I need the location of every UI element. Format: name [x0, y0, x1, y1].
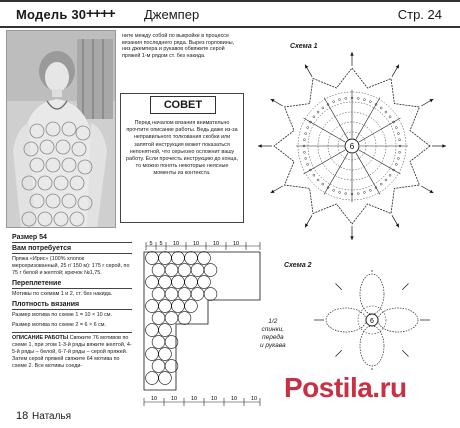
scheme-1-stitch-mark [307, 127, 309, 129]
layout-motif [178, 312, 191, 325]
layout-caption-line-4: и рукава [260, 342, 286, 349]
layout-motif [152, 264, 165, 277]
layout-motif [165, 312, 178, 325]
layout-motif [185, 276, 198, 289]
scheme-1-stitch-mark [317, 179, 319, 181]
layout-bottom-dimension-label: 10 [150, 396, 158, 402]
layout-motif [152, 288, 165, 301]
scheme-2-label: Схема 2 [284, 262, 312, 269]
stitch-text: Мотивы по схемам 1 и 2, ст. без накида. [12, 291, 113, 297]
scheme-1-label: Схема 1 [290, 43, 318, 50]
scheme-2-petal [360, 274, 384, 314]
layout-motif [146, 276, 159, 289]
density-text-2: Размер мотива по схеме 2 = 6 × 6 см. [12, 322, 107, 328]
layout-motif [159, 324, 172, 337]
scheme-1-stitch-mark [313, 116, 315, 118]
page-number: Стр. 24 [397, 7, 442, 22]
tip-title: СОВЕТ [150, 96, 216, 114]
scheme-1-stitch-mark [385, 179, 387, 181]
scheme-1-stitch-mark [363, 191, 365, 193]
layout-bottom-dimension-label: 10 [230, 396, 238, 402]
layout-motif [146, 348, 159, 361]
layout-motif [159, 300, 172, 313]
divider [12, 332, 132, 333]
layout-motif [146, 252, 159, 265]
scheme-1-stitch-mark [385, 111, 387, 113]
scheme-1-stitch-mark [313, 174, 315, 176]
motif-layout-diagram [140, 240, 266, 410]
scheme-1-stitch-mark [397, 133, 399, 135]
layout-motif [165, 264, 178, 277]
scheme-2-diagram [284, 268, 456, 372]
work-description-heading: ОПИСАНИЕ РАБОТЫ [12, 335, 69, 341]
scheme-1-arrow-head [258, 144, 262, 147]
scheme-1-stitch-mark [345, 97, 347, 99]
scheme-1-stitch-mark [380, 107, 382, 109]
scheme-1-stitch-mark [389, 116, 391, 118]
scheme-1-stitch-mark [369, 189, 371, 191]
scheme-2-petal [378, 308, 418, 332]
stitch-heading: Переплетение [12, 280, 132, 289]
scheme-1-stitch-mark [322, 107, 324, 109]
layout-motif [178, 288, 191, 301]
scheme-2-center-number: 6 [370, 318, 374, 325]
layout-top-dimension-label: 10 [232, 241, 240, 247]
scheme-1-stitch-mark [397, 157, 399, 159]
scheme-2-arrow [402, 350, 408, 356]
model-photo [6, 30, 116, 228]
scheme-1-stitch-mark [307, 163, 309, 165]
scheme-2-arrow [335, 283, 341, 289]
layout-motif [159, 276, 172, 289]
layout-top-dimension-label: 10 [212, 241, 220, 247]
scheme-1-stitch-mark [317, 111, 319, 113]
layout-caption-line-3: переда [262, 334, 284, 341]
materials-text: Пряжа «Ирис» (100% хлопок мерсеризованный, 25 г/ 150 м): 175 г серой, по 75 г белой и желтой; крючок №1,75. [12, 256, 130, 276]
scheme-1-stitch-mark [339, 99, 341, 101]
layout-motif [146, 300, 159, 313]
model-label: Модель 30 [16, 7, 87, 22]
model-photo-drawing [7, 31, 116, 228]
scheme-1-stitch-mark [333, 189, 335, 191]
scheme-1-stitch-mark [395, 127, 397, 129]
layout-motif [198, 252, 211, 265]
layout-top-dimension-label: 10 [192, 241, 200, 247]
layout-motif [146, 324, 159, 337]
layout-motif [178, 264, 191, 277]
scheme-1-stitch-mark [399, 139, 401, 141]
materials-column [12, 232, 132, 373]
scheme-1-stitch-mark [345, 193, 347, 195]
layout-motif [198, 276, 211, 289]
scheme-2-petal [360, 326, 384, 366]
scheme-1-stitch-mark [399, 151, 401, 153]
footer-page-number: 18 [16, 410, 29, 422]
scheme-2-arrow [335, 350, 341, 356]
materials-heading: Вам потребуется [12, 245, 132, 254]
layout-caption-line-2: спинки, [261, 326, 285, 333]
layout-bottom-dimension-label: 10 [210, 396, 218, 402]
layout-motif [204, 288, 217, 301]
instructions-continued: ните между собой по выкройке в процессе вязания последнего ряда. Вырез горловины, низ джемпера и рукавов обвяжите серой пряжей 1-м рядом ст. без накида. [122, 33, 235, 59]
work-description [12, 335, 132, 370]
layout-top-dimension-label: 5 [159, 241, 163, 247]
scheme-1-stitch-mark [303, 139, 305, 141]
layout-top-dimension-label: 5 [149, 241, 153, 247]
scheme-1-stitch-mark [305, 133, 307, 135]
density-heading: Плотность вязания [12, 301, 132, 310]
layout-motif [152, 336, 165, 349]
scheme-1-stitch-mark [322, 183, 324, 185]
density-text-1: Размер мотива по схеме 1 = 10 × 10 см. [12, 312, 113, 318]
layout-motif [185, 300, 198, 313]
scheme-2-petal [326, 308, 366, 332]
layout-motif [185, 252, 198, 265]
difficulty-crosses: ++++ [86, 5, 115, 21]
scheme-1-arrow-head [350, 236, 353, 240]
layout-caption-line-1: 1/2 [268, 318, 278, 325]
layout-top-dimension-label: 10 [172, 241, 180, 247]
scheme-1-stitch-mark [369, 101, 371, 103]
scheme-1-stitch-mark [395, 163, 397, 165]
layout-motif [165, 288, 178, 301]
postila-watermark: Postila.ru [284, 372, 407, 403]
layout-motif [191, 264, 204, 277]
layout-bottom-dimension-label: 10 [250, 396, 258, 402]
scheme-1-stitch-mark [333, 101, 335, 103]
layout-motif [172, 252, 185, 265]
layout-motif [152, 312, 165, 325]
scheme-1-stitch-mark [389, 174, 391, 176]
work-description-text: Свяжите 76 мотивов по схеме 1, при этом 1-3-й ряды вяжите желтой, 4-5-й ряды – белой, 6-7-й ряды – серой пряжей. Затем серой пряжей свяжите 64 мотива по схеме 2. Все мотивы соеди- [12, 335, 132, 369]
page-title: Джемпер [144, 7, 200, 22]
layout-motif [172, 300, 185, 313]
layout-motif [204, 264, 217, 277]
layout-motif [146, 372, 159, 385]
page-header [0, 0, 460, 28]
scheme-1-diagram [252, 48, 452, 252]
scheme-2-arrow [402, 283, 408, 289]
layout-motif [159, 252, 172, 265]
scheme-1-arrow-head [442, 144, 446, 147]
scheme-1-stitch-mark [380, 183, 382, 185]
scheme-1-stitch-mark [339, 191, 341, 193]
scheme-1-stitch-mark [357, 97, 359, 99]
tip-text: Перед началом вязания внимательно прочтите описание работы. Ведь даже из-за неправильного толкования скобки или запятой инструкция может показаться непонятной, что серьезно осложнит вашу работу. Если прочесть инструкцию до конца, то можно понять некоторые неясные моменты из контекста. [126, 120, 239, 177]
scheme-1-center-number: 6 [349, 142, 355, 151]
scheme-1-stitch-mark [305, 157, 307, 159]
scheme-1-stitch-mark [363, 99, 365, 101]
motif-layout-body [144, 241, 260, 406]
layout-motif [172, 276, 185, 289]
size-heading: Размер 54 [12, 234, 132, 243]
layout-bottom-dimension-label: 10 [170, 396, 178, 402]
layout-outline [144, 252, 260, 390]
layout-bottom-dimension-label: 10 [190, 396, 198, 402]
scheme-1-stitch-mark [357, 193, 359, 195]
layout-motif [152, 360, 165, 373]
layout-motif [159, 348, 172, 361]
scheme-1-arrow-head [350, 52, 353, 56]
layout-motif [191, 288, 204, 301]
footer-magazine-name: Наталья [32, 411, 72, 422]
layout-motif [159, 372, 172, 385]
scheme-1-stitch-mark [303, 151, 305, 153]
